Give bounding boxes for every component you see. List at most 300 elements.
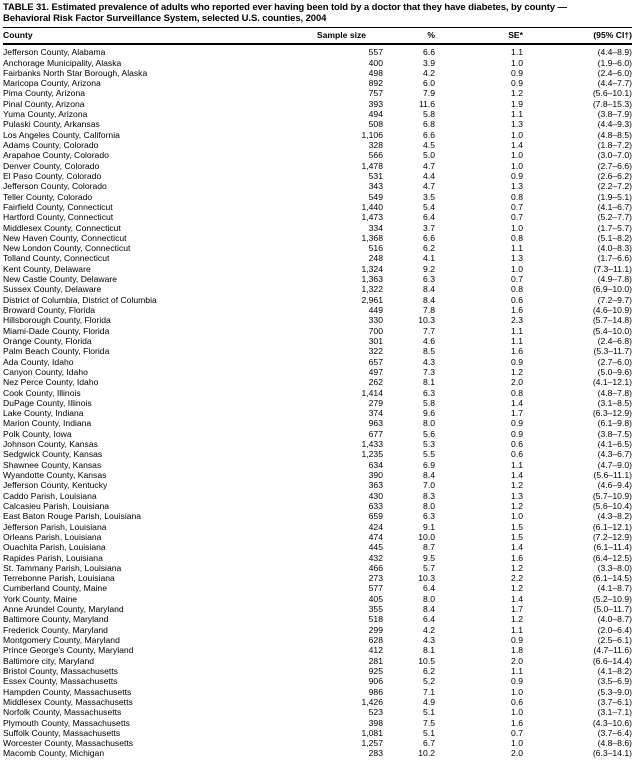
diabetes-prevalence-table	[3, 27, 632, 759]
se-cell: 1.0	[511, 686, 523, 697]
sample-size-cell: 393	[368, 98, 383, 109]
county-cell: New Haven County, Connecticut	[3, 232, 127, 243]
table-row	[3, 346, 632, 356]
sample-size-cell: 2,961	[361, 294, 383, 305]
table-row	[3, 625, 632, 635]
table-row	[3, 449, 632, 459]
ci-cell: (6.1–12.1)	[592, 521, 632, 532]
percent-cell: 4.3	[423, 635, 435, 645]
ci-cell: (6.6–14.4)	[592, 655, 632, 666]
ci-cell: (4.7–9.0)	[597, 459, 632, 470]
sample-size-cell: 328	[368, 140, 383, 150]
ci-cell: (5.2–10.9)	[592, 593, 632, 604]
se-cell: 1.4	[511, 397, 523, 408]
table-row	[3, 748, 632, 758]
percent-cell: 3.7	[423, 222, 435, 233]
county-cell: Cook County, Illinois	[3, 387, 81, 398]
table-row	[3, 78, 632, 88]
table-header-row	[3, 28, 632, 45]
sample-size-cell: 963	[368, 418, 383, 429]
ci-cell: (5.7–14.8)	[592, 315, 632, 326]
se-cell: 1.6	[511, 552, 523, 563]
ci-cell: (2.5–6.1)	[597, 635, 632, 645]
sample-size-cell: 628	[368, 635, 383, 645]
percent-cell: 6.3	[423, 274, 435, 285]
ci-cell: (6.9–10.0)	[592, 284, 632, 295]
ci-cell: (7.8–15.3)	[592, 98, 632, 109]
ci-cell: (2.2–7.2)	[597, 181, 632, 192]
percent-cell: 3.9	[423, 57, 435, 68]
ci-cell: (4.0–8.3)	[597, 243, 632, 254]
table-row	[3, 274, 632, 284]
percent-cell: 10.5	[418, 655, 435, 666]
percent-cell: 6.4	[423, 583, 435, 594]
percent-cell: 6.9	[423, 459, 435, 470]
ci-cell: (4.1–8.7)	[597, 583, 632, 594]
percent-cell: 5.0	[423, 150, 435, 161]
county-cell: Yuma County, Arizona	[3, 109, 88, 120]
county-cell: Broward County, Florida	[3, 305, 96, 315]
se-cell: 1.1	[511, 47, 523, 58]
county-cell: Jefferson County, Kentucky	[3, 480, 108, 491]
se-cell: 0.8	[511, 191, 523, 202]
sample-size-cell: 334	[368, 222, 383, 233]
county-cell: Hillsborough County, Florida	[3, 315, 111, 326]
sample-size-cell: 757	[368, 88, 383, 99]
ci-cell: (7.2–12.9)	[592, 531, 632, 542]
table-row	[3, 243, 632, 253]
se-cell: 2.0	[511, 655, 523, 666]
sample-size-cell: 343	[368, 181, 383, 192]
percent-cell: 4.4	[423, 170, 435, 181]
sample-size-cell: 892	[368, 78, 383, 89]
se-cell: 0.8	[511, 387, 523, 398]
ci-cell: (4.0–8.7)	[597, 614, 632, 625]
ci-cell: (2.7–6.0)	[597, 356, 632, 367]
table-row	[3, 676, 632, 686]
county-cell: Frederick County, Maryland	[3, 624, 108, 635]
sample-size-cell: 523	[368, 707, 383, 718]
percent-cell: 4.7	[423, 181, 435, 192]
table-row	[3, 336, 632, 346]
county-cell: Suffolk County, Massachusetts	[3, 727, 121, 738]
table-row	[3, 171, 632, 181]
se-cell: 1.0	[511, 511, 523, 522]
ci-cell: (4.9–7.8)	[597, 274, 632, 285]
sample-size-cell: 281	[368, 655, 383, 666]
table-row	[3, 666, 632, 676]
percent-cell: 4.2	[423, 67, 435, 78]
se-cell: 1.3	[511, 181, 523, 192]
county-cell: Pinal County, Arizona	[3, 98, 85, 109]
county-cell: Jefferson County, Colorado	[3, 181, 107, 192]
se-cell: 0.6	[511, 294, 523, 305]
county-cell: Los Angeles County, California	[3, 129, 120, 140]
table-row	[3, 58, 632, 68]
county-cell: Denver County, Colorado	[3, 160, 100, 171]
ci-cell: (5.1–8.2)	[597, 232, 632, 243]
sample-size-cell: 659	[368, 511, 383, 522]
table-row	[3, 707, 632, 717]
table-row	[3, 511, 632, 521]
ci-cell: (6.1–9.8)	[597, 418, 632, 429]
se-cell: 1.0	[511, 57, 523, 68]
table-row	[3, 315, 632, 325]
ci-cell: (4.8–8.6)	[597, 738, 632, 749]
se-cell: 1.2	[511, 88, 523, 99]
table-row	[3, 367, 632, 377]
county-cell: Sedgwick County, Kansas	[3, 449, 103, 460]
sample-size-cell: 301	[368, 335, 383, 346]
sample-size-cell: 1,322	[361, 284, 383, 295]
ci-cell: (2.4–6.8)	[597, 335, 632, 346]
se-cell: 0.9	[511, 78, 523, 89]
percent-cell: 6.6	[423, 232, 435, 243]
table-row	[3, 233, 632, 243]
county-cell: New Castle County, Delaware	[3, 274, 117, 285]
sample-size-cell: 1,368	[361, 232, 383, 243]
ci-cell: (3.7–6.4)	[597, 727, 632, 738]
se-cell: 1.1	[511, 243, 523, 254]
sample-size-cell: 986	[368, 686, 383, 697]
sample-size-cell: 400	[368, 57, 383, 68]
county-cell: Worcester County, Massachusetts	[3, 738, 134, 749]
percent-cell: 8.7	[423, 542, 435, 553]
table-row	[3, 202, 632, 212]
sample-size-cell: 299	[368, 624, 383, 635]
ci-cell: (6.1–11.4)	[593, 542, 632, 553]
ci-cell: (5.6–10.1)	[592, 88, 632, 99]
sample-size-cell: 355	[368, 604, 383, 615]
column-header-se: SE*	[435, 28, 523, 45]
county-cell: Caddo Parish, Louisiana	[3, 490, 97, 501]
table-title-line2: Behavioral Risk Factor Surveillance System, selected U.S. counties, 2004	[3, 12, 327, 24]
county-cell: Kent County, Delaware	[3, 263, 91, 274]
sample-size-cell: 363	[368, 480, 383, 491]
county-cell: East Baton Rouge Parish, Louisiana	[3, 511, 142, 522]
ci-cell: (1.7–6.6)	[597, 253, 632, 264]
percent-cell: 6.0	[423, 78, 435, 89]
sample-size-cell: 494	[368, 109, 383, 120]
sample-size-cell: 432	[368, 552, 383, 563]
table-row	[3, 212, 632, 222]
table-row	[3, 44, 632, 57]
sample-size-cell: 518	[368, 614, 383, 625]
column-header-ci: (95% CI†)	[523, 28, 632, 45]
percent-cell: 5.2	[423, 676, 435, 687]
percent-cell: 6.7	[423, 738, 435, 749]
county-cell: Jefferson Parish, Louisiana	[3, 521, 107, 532]
percent-cell: 7.5	[423, 717, 435, 728]
county-cell: Middlesex County, Connecticut	[3, 222, 121, 233]
se-cell: 1.4	[511, 542, 523, 553]
sample-size-cell: 1,363	[361, 274, 383, 285]
county-cell: Montgomery County, Maryland	[3, 635, 120, 645]
sample-size-cell: 322	[368, 346, 383, 357]
sample-size-cell: 279	[368, 397, 383, 408]
ci-cell: (3.8–7.9)	[597, 109, 632, 120]
percent-cell: 5.1	[423, 707, 435, 718]
table-row	[3, 253, 632, 263]
percent-cell: 8.1	[423, 377, 435, 388]
county-cell: District of Columbia, District of Columbia	[3, 294, 157, 305]
sample-size-cell: 498	[368, 67, 383, 78]
percent-cell: 6.6	[423, 129, 435, 140]
table-row	[3, 439, 632, 449]
sample-size-cell: 412	[368, 645, 383, 656]
sample-size-cell: 1,440	[361, 201, 383, 212]
table-row	[3, 418, 632, 428]
se-cell: 2.0	[511, 748, 523, 759]
sample-size-cell: 657	[368, 356, 383, 367]
sample-size-cell: 677	[368, 428, 383, 439]
se-cell: 1.5	[511, 521, 523, 532]
county-cell: Sussex County, Delaware	[3, 284, 102, 295]
ci-cell: (5.6–10.4)	[592, 500, 632, 511]
county-cell: Canyon County, Idaho	[3, 366, 88, 377]
county-cell: Ada County, Idaho	[3, 356, 74, 367]
sample-size-cell: 1,235	[361, 449, 383, 460]
percent-cell: 5.8	[423, 109, 435, 120]
percent-cell: 4.1	[423, 253, 435, 264]
ci-cell: (5.3–11.7)	[593, 346, 632, 357]
percent-cell: 5.8	[423, 397, 435, 408]
table-row	[3, 398, 632, 408]
county-cell: Wyandotte County, Kansas	[3, 470, 107, 480]
percent-cell: 10.0	[418, 531, 435, 542]
percent-cell: 9.6	[423, 408, 435, 419]
county-cell: Lake County, Indiana	[3, 408, 84, 419]
percent-cell: 7.3	[423, 366, 435, 377]
county-cell: Shawnee County, Kansas	[3, 459, 102, 470]
ci-cell: (4.8–7.8)	[597, 387, 632, 398]
ci-cell: (3.3–8.0)	[597, 562, 632, 573]
table-row	[3, 594, 632, 604]
county-cell: Palm Beach County, Florida	[3, 346, 110, 357]
table-row	[3, 140, 632, 150]
ci-cell: (2.4–6.0)	[597, 67, 632, 78]
sample-size-cell: 1,433	[361, 439, 383, 450]
sample-size-cell: 424	[368, 521, 383, 532]
table-row	[3, 656, 632, 666]
sample-size-cell: 1,257	[361, 738, 383, 749]
sample-size-cell: 283	[368, 748, 383, 759]
se-cell: 1.3	[511, 490, 523, 501]
se-cell: 1.1	[511, 665, 523, 676]
se-cell: 1.4	[511, 593, 523, 604]
ci-cell: (2.6–6.2)	[597, 170, 632, 181]
sample-size-cell: 445	[368, 542, 383, 553]
se-cell: 0.9	[511, 428, 523, 439]
sample-size-cell: 248	[368, 253, 383, 264]
table-row	[3, 687, 632, 697]
county-cell: Orange County, Florida	[3, 335, 92, 346]
table-row	[3, 192, 632, 202]
sample-size-cell: 262	[368, 377, 383, 388]
sample-size-cell: 466	[368, 562, 383, 573]
county-cell: Middlesex County, Massachusetts	[3, 696, 133, 707]
percent-cell: 8.0	[423, 500, 435, 511]
table-row	[3, 119, 632, 129]
table-row	[3, 522, 632, 532]
ci-cell: (2.0–6.4)	[597, 624, 632, 635]
ci-cell: (5.4–10.0)	[592, 325, 632, 336]
percent-cell: 6.4	[423, 614, 435, 625]
percent-cell: 7.1	[423, 686, 435, 697]
ci-cell: (5.2–7.7)	[597, 212, 632, 223]
county-cell: Fairbanks North Star Borough, Alaska	[3, 67, 148, 78]
percent-cell: 5.4	[423, 201, 435, 212]
se-cell: 0.7	[511, 274, 523, 285]
se-cell: 1.0	[511, 738, 523, 749]
county-cell: Maricopa County, Arizona	[3, 78, 101, 89]
se-cell: 0.8	[511, 232, 523, 243]
table-row	[3, 614, 632, 624]
sample-size-cell: 577	[368, 583, 383, 594]
se-cell: 1.0	[511, 707, 523, 718]
ci-cell: (3.1–7.1)	[597, 707, 632, 718]
county-cell: Adams County, Colorado	[3, 140, 99, 150]
county-cell: DuPage County, Illinois	[3, 397, 92, 408]
ci-cell: (7.2–9.7)	[597, 294, 632, 305]
county-cell: Norfolk County, Massachusetts	[3, 707, 122, 718]
percent-cell: 8.0	[423, 418, 435, 429]
ci-cell: (6.4–12.5)	[592, 552, 632, 563]
table-row	[3, 491, 632, 501]
sample-size-cell: 449	[368, 305, 383, 315]
se-cell: 1.2	[511, 500, 523, 511]
percent-cell: 7.0	[423, 480, 435, 491]
ci-cell: (6.1–14.5)	[592, 573, 632, 584]
table-row	[3, 563, 632, 573]
ci-cell: (6.3–12.9)	[592, 408, 632, 419]
percent-cell: 8.4	[423, 284, 435, 295]
county-cell: Hampden County, Massachusetts	[3, 686, 132, 697]
sample-size-cell: 1,473	[361, 212, 383, 223]
county-cell: Ouachita Parish, Louisiana	[3, 542, 106, 553]
table-row	[3, 501, 632, 511]
se-cell: 1.4	[511, 140, 523, 150]
percent-cell: 5.5	[423, 449, 435, 460]
sample-size-cell: 906	[368, 676, 383, 687]
sample-size-cell: 330	[368, 315, 383, 326]
ci-cell: (5.0–11.7)	[593, 604, 632, 615]
percent-cell: 9.2	[423, 263, 435, 274]
table-row	[3, 718, 632, 728]
county-cell: Nez Perce County, Idaho	[3, 377, 99, 388]
percent-cell: 10.2	[418, 748, 435, 759]
ci-cell: (6.3–14.1)	[592, 748, 632, 759]
ci-cell: (3.8–7.5)	[597, 428, 632, 439]
ci-cell: (5.7–10.9)	[592, 490, 632, 501]
sample-size-cell: 700	[368, 325, 383, 336]
county-cell: Anne Arundel County, Maryland	[3, 604, 124, 615]
ci-cell: (1.9–5.1)	[597, 191, 632, 202]
percent-cell: 11.6	[418, 98, 435, 109]
county-cell: Teller County, Colorado	[3, 191, 93, 202]
sample-size-cell: 549	[368, 191, 383, 202]
county-cell: Johnson County, Kansas	[3, 439, 98, 450]
table-title-line1: TABLE 31. Estimated prevalence of adults who reported ever having been told by a doctor that they have diabetes, by county —	[3, 2, 567, 13]
county-cell: Cumberland County, Maine	[3, 583, 107, 594]
sample-size-cell: 508	[368, 119, 383, 130]
se-cell: 0.6	[511, 696, 523, 707]
sample-size-cell: 531	[368, 170, 383, 181]
sample-size-cell: 1,426	[361, 696, 383, 707]
sample-size-cell: 390	[368, 470, 383, 480]
percent-cell: 9.1	[423, 521, 435, 532]
ci-cell: (4.4–9.3)	[597, 119, 632, 130]
percent-cell: 4.7	[423, 160, 435, 171]
percent-cell: 5.1	[423, 727, 435, 738]
sample-size-cell: 497	[368, 366, 383, 377]
table-row	[3, 460, 632, 470]
se-cell: 1.1	[511, 335, 523, 346]
table-row	[3, 377, 632, 387]
ci-cell: (3.5–6.9)	[597, 676, 632, 687]
percent-cell: 10.3	[418, 573, 435, 584]
sample-size-cell: 474	[368, 531, 383, 542]
table-row	[3, 264, 632, 274]
se-cell: 1.2	[511, 366, 523, 377]
table-row	[3, 150, 632, 160]
table-row	[3, 357, 632, 367]
percent-cell: 8.3	[423, 490, 435, 501]
se-cell: 0.9	[511, 635, 523, 645]
sample-size-cell: 273	[368, 573, 383, 584]
ci-cell: (4.8–8.5)	[597, 129, 632, 140]
se-cell: 1.0	[511, 150, 523, 161]
sample-size-cell: 1,478	[361, 160, 383, 171]
county-cell: Orleans Parish, Louisiana	[3, 531, 102, 542]
county-cell: Anchorage Municipality, Alaska	[3, 57, 122, 68]
table-row	[3, 99, 632, 109]
percent-cell: 5.6	[423, 428, 435, 439]
ci-cell: (4.7–11.6)	[593, 645, 632, 656]
county-cell: Bristol County, Massachusetts	[3, 665, 118, 676]
se-cell: 1.0	[511, 129, 523, 140]
ci-cell: (4.4–8.9)	[597, 47, 632, 58]
percent-cell: 8.5	[423, 346, 435, 357]
percent-cell: 6.2	[423, 243, 435, 254]
se-cell: 1.1	[511, 109, 523, 120]
table-header	[3, 28, 632, 45]
table-row	[3, 542, 632, 552]
county-cell: Terrebonne Parish, Louisiana	[3, 573, 115, 584]
se-cell: 0.7	[511, 212, 523, 223]
se-cell: 1.7	[511, 604, 523, 615]
county-cell: Baltimore city, Maryland	[3, 655, 95, 666]
county-cell: Pulaski County, Arkansas	[3, 119, 100, 130]
ci-cell: (1.9–6.0)	[597, 57, 632, 68]
table-row	[3, 388, 632, 398]
se-cell: 1.6	[511, 346, 523, 357]
table-body	[3, 44, 632, 759]
ci-cell: (4.1–12.1)	[592, 377, 632, 388]
sample-size-cell: 430	[368, 490, 383, 501]
ci-cell: (4.1–6.7)	[597, 201, 632, 212]
percent-cell: 6.4	[423, 212, 435, 223]
ci-cell: (4.4–7.7)	[597, 78, 632, 89]
county-cell: Arapahoe County, Colorado	[3, 150, 109, 161]
percent-cell: 4.6	[423, 335, 435, 346]
ci-cell: (4.1–8.2)	[597, 665, 632, 676]
county-cell: York County, Maine	[3, 593, 78, 604]
percent-cell: 6.2	[423, 665, 435, 676]
ci-cell: (4.3–6.7)	[597, 449, 632, 460]
se-cell: 2.2	[511, 573, 523, 584]
sample-size-cell: 398	[368, 717, 383, 728]
